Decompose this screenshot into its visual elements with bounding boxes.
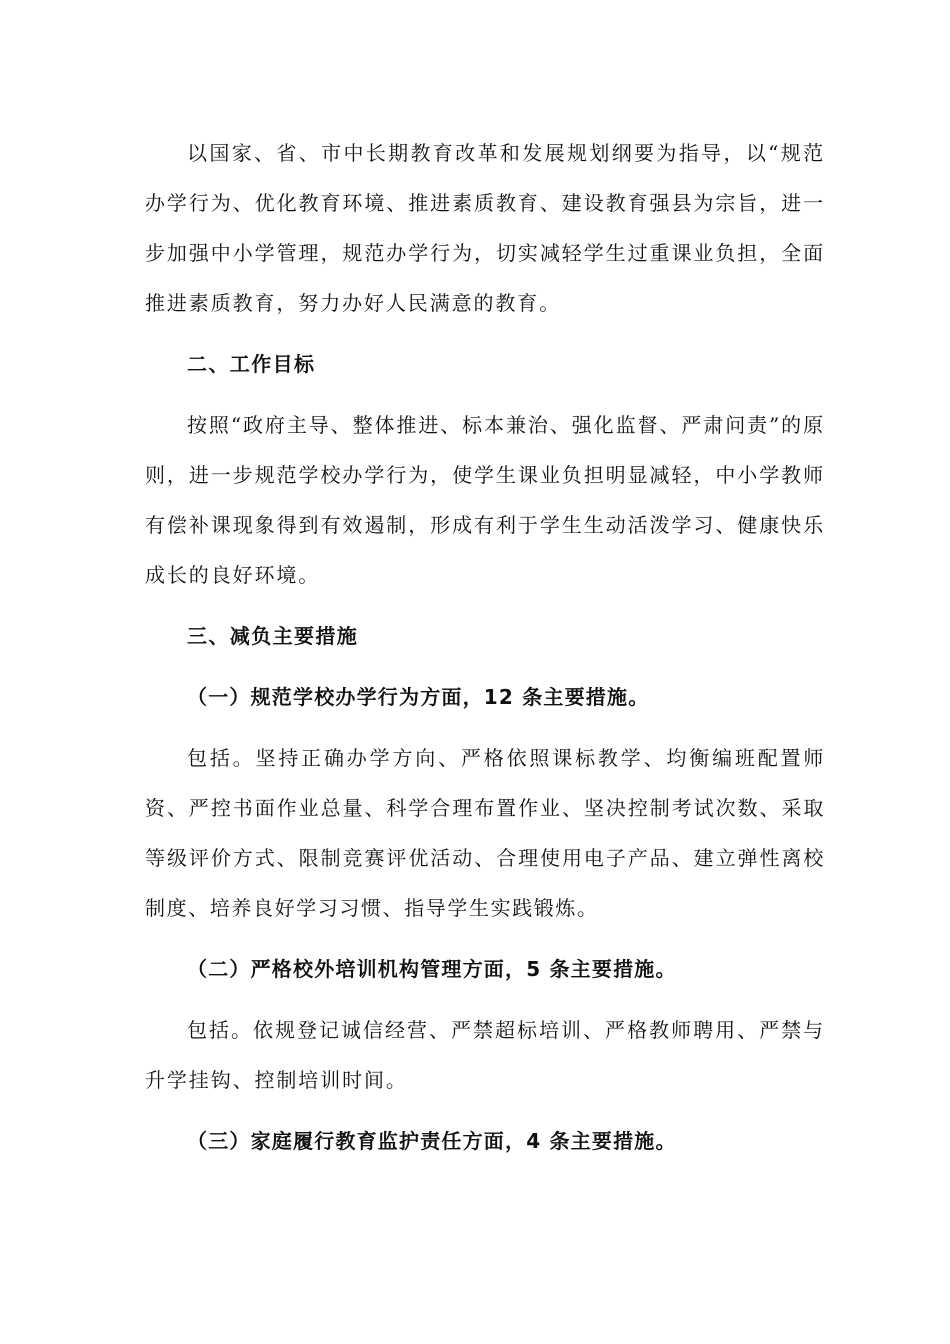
paragraph-school-conduct-measures: 包括。坚持正确办学方向、严格依照课标教学、均衡编班配置师资、严控书面作业总量、科学合理布置作业、坚决控制考试次数、采取等级评价方式、限制竞赛评优活动、合理使用电子产品、建立弹性离校制度、培养良好学习习惯、指导学生实践锻炼。 <box>145 746 825 920</box>
subheading-school-conduct: （一）规范学校办学行为方面，12 条主要措施。 <box>187 685 650 709</box>
section-heading-burden-reduction-measures: 三、减负主要措施 <box>187 624 359 648</box>
subheading-training-institutions: （二）严格校外培训机构管理方面，5 条主要措施。 <box>187 957 677 981</box>
paragraph-guiding-principle: 以国家、省、市中长期教育改革和发展规划纲要为指导，以“规范办学行为、优化教育环境、推进素质教育、建设教育强县为宗旨，进一步加强中小学管理，规范办学行为，切实减轻学生过重课业负担，全面推进素质教育，努力办好人民满意的教育。 <box>145 141 825 315</box>
section-heading-work-goals: 二、工作目标 <box>187 352 316 376</box>
paragraph-work-goals: 按照“政府主导、整体推进、标本兼治、强化监督、严肃问责”的原则，进一步规范学校办学行为，使学生课业负担明显减轻，中小学教师有偿补课现象得到有效遏制，形成有利于学生生动活泼学习、健康快乐成长的良好环境。 <box>145 413 825 587</box>
document-page <box>145 128 825 1177</box>
subheading-family-responsibility: （三）家庭履行教育监护责任方面，4 条主要措施。 <box>187 1129 677 1153</box>
paragraph-training-institution-measures: 包括。依规登记诚信经营、严禁超标培训、严格教师聘用、严禁与升学挂钩、控制培训时间。 <box>145 1018 825 1092</box>
